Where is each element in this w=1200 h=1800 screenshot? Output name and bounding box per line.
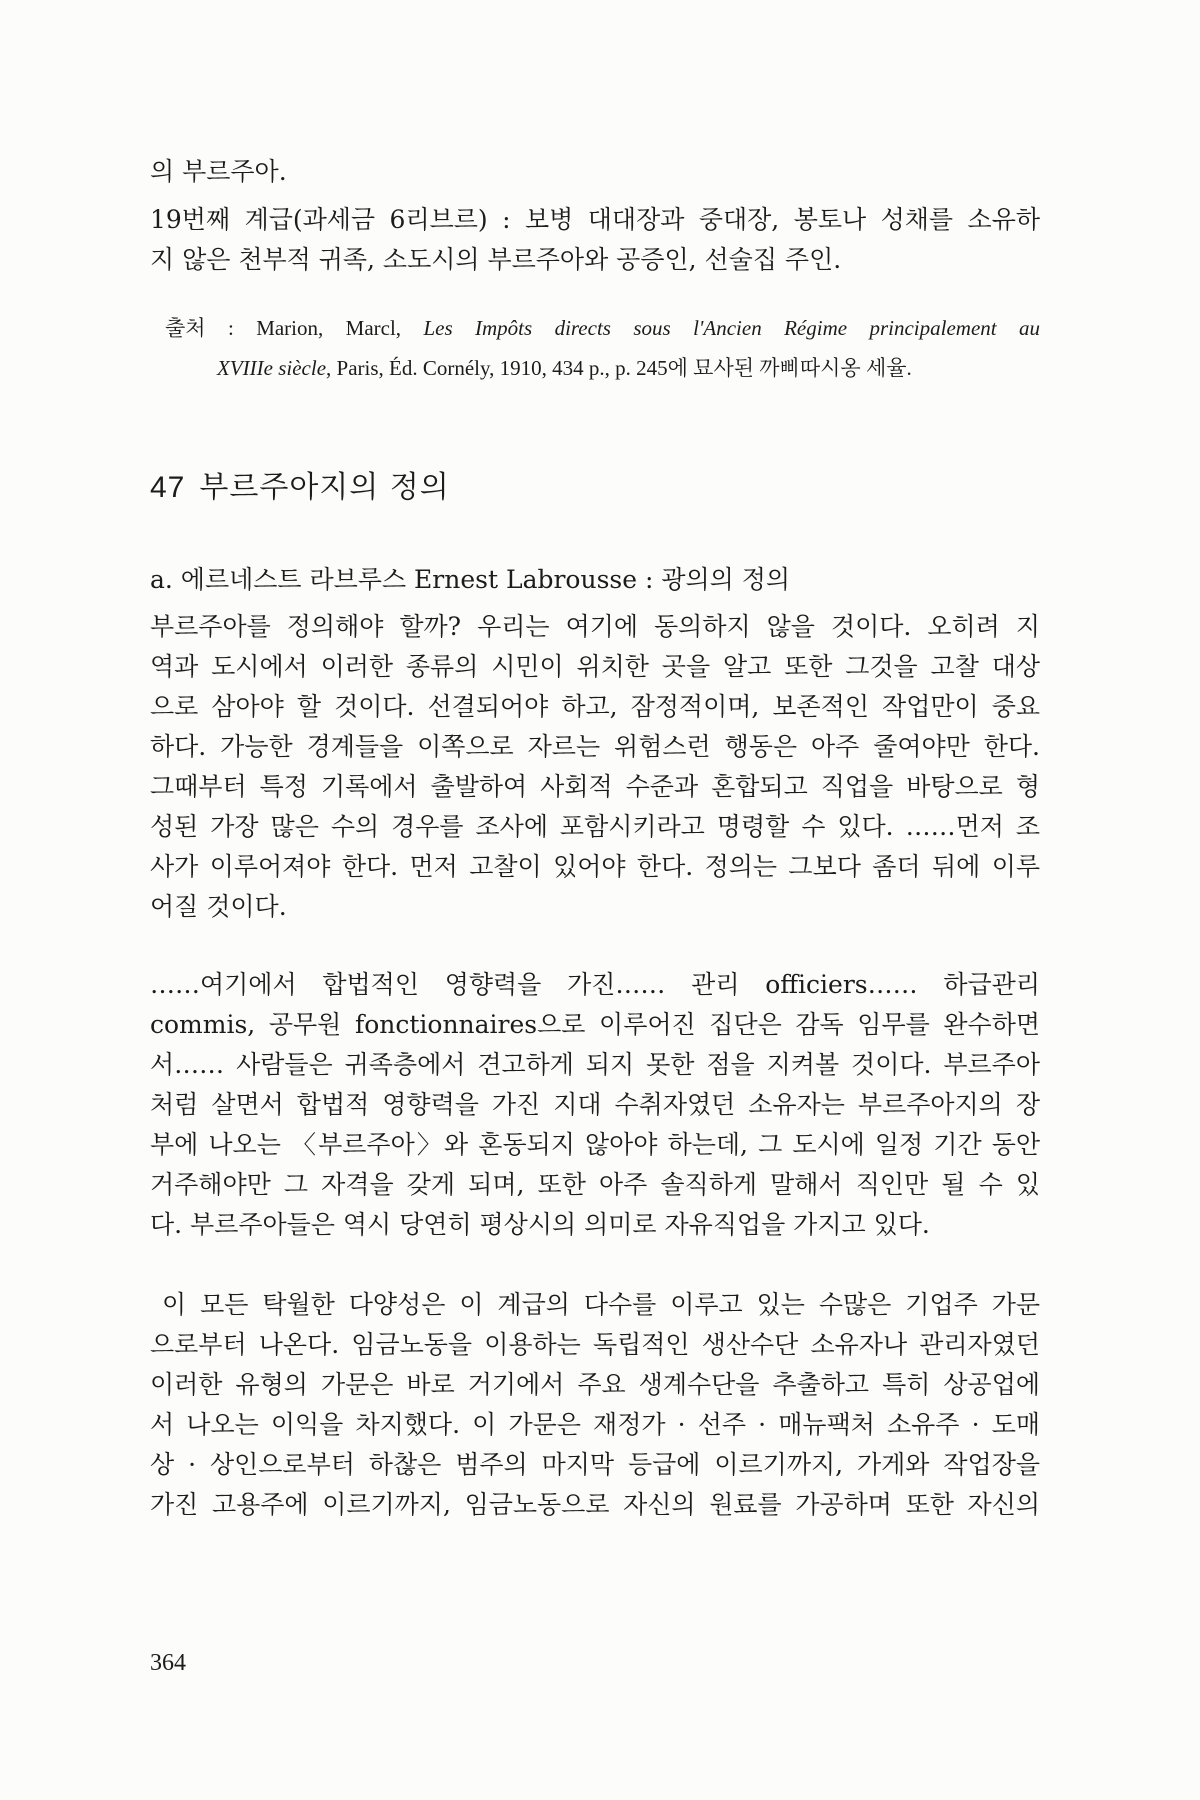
section-heading — [150, 468, 450, 508]
text-line: ……여기에서 합법적인 영향력을 가진…… 관리 officiers…… 하급관리 — [150, 970, 1040, 999]
text-line: 지 않은 천부적 귀족, 소도시의 부르주아와 공증인, 선술집 주인. — [150, 245, 842, 274]
text-line: 상 · 상인으로부터 하찮은 범주의 마지막 등급에 이르기까지, 가게와 작업장을 — [150, 1450, 1040, 1479]
section-number: 47 — [150, 471, 186, 504]
citation-title-1: Les Impôts directs sous l'Ancien Régime principalement au — [423, 316, 1041, 340]
citation-prefix: 출처 : Marion, Marcl, — [165, 316, 424, 340]
text-line: 서 나오는 이익을 차지했다. 이 가문은 재정가 · 선주 · 매뉴팩처 소유주 · 도매 — [150, 1410, 1040, 1439]
text-line: 하다. 가능한 경계들을 이쪽으로 자르는 위험스런 행동은 아주 줄여야만 한다. — [150, 732, 1040, 761]
source-citation — [165, 308, 1040, 388]
paragraph-1 — [150, 607, 1040, 927]
text-line: 그때부터 특정 기록에서 출발하여 사회적 수준과 혼합되고 직업을 바탕으로 형 — [150, 772, 1040, 801]
citation-line — [165, 348, 1040, 388]
text-line: 19번째 계급(과세금 6리브르) : 보병 대대장과 중대장, 봉토나 성채를 소유하 — [150, 205, 1040, 234]
citation-line — [165, 308, 1040, 348]
text-line: 으로 삼아야 할 것이다. 선결되어야 하고, 잠정적이며, 보존적인 작업만이 중요 — [150, 692, 1040, 721]
text-line: commis, 공무원 fonctionnaires으로 이루어진 집단은 감독 임무를 완수하면 — [150, 1010, 1040, 1039]
text-line: 이러한 유형의 가문은 바로 거기에서 주요 생계수단을 추출하고 특히 상공업에 — [150, 1370, 1040, 1399]
citation-rest: , Paris, Éd. Cornély, 1910, 434 p., p. 245에 묘사된 까삐따시옹 세율. — [326, 356, 912, 380]
citation-title-2: XVIIIe siècle — [217, 356, 327, 380]
text-line: 역과 도시에서 이러한 종류의 시민이 위치한 곳을 알고 또한 그것을 고찰 대상 — [150, 652, 1040, 681]
text-line: 처럼 살면서 합법적 영향력을 가진 지대 수취자였던 소유자는 부르주아지의 장 — [150, 1090, 1040, 1119]
text-line: 거주해야만 그 자격을 갖게 되며, 또한 아주 솔직하게 말해서 직인만 될 수 있 — [150, 1170, 1040, 1199]
text-line: 이 모든 탁월한 다양성은 이 계급의 다수를 이루고 있는 수많은 기업주 가문 — [162, 1290, 1040, 1319]
paragraph-2 — [150, 965, 1040, 1245]
page-number: 364 — [150, 1650, 186, 1676]
text-line: 으로부터 나온다. 임금노동을 이용하는 독립적인 생산수단 소유자나 관리자였던 — [150, 1330, 1040, 1359]
top-text-block — [150, 152, 1040, 280]
text-line: 의 부르주아. — [150, 157, 287, 186]
text-line: 다. 부르주아들은 역시 당연히 평상시의 의미로 자유직업을 가지고 있다. — [150, 1210, 930, 1239]
text-line: 어질 것이다. — [150, 892, 287, 921]
text-line: 부르주아를 정의해야 할까? 우리는 여기에 동의하지 않을 것이다. 오히려 지 — [150, 612, 1040, 641]
subsection-heading: a. 에르네스트 라브루스 Ernest Labrousse : 광의의 정의 — [150, 565, 791, 594]
text-line: 부에 나오는 〈부르주아〉와 혼동되지 않아야 하는데, 그 도시에 일정 기간 동안 — [150, 1130, 1040, 1159]
text-line: 서…… 사람들은 귀족층에서 견고하게 되지 못한 점을 지켜볼 것이다. 부르주아 — [150, 1050, 1040, 1079]
text-line: 사가 이루어져야 한다. 먼저 고찰이 있어야 한다. 정의는 그보다 좀더 뒤에 이루 — [150, 852, 1040, 881]
section-title: 부르주아지의 정의 — [199, 470, 450, 505]
text-line: 가진 고용주에 이르기까지, 임금노동으로 자신의 원료를 가공하며 또한 자신의 — [150, 1490, 1040, 1519]
text-line: 성된 가장 많은 수의 경우를 조사에 포함시키라고 명령할 수 있다. ……먼저 조 — [150, 812, 1040, 841]
paragraph-3 — [150, 1285, 1040, 1525]
